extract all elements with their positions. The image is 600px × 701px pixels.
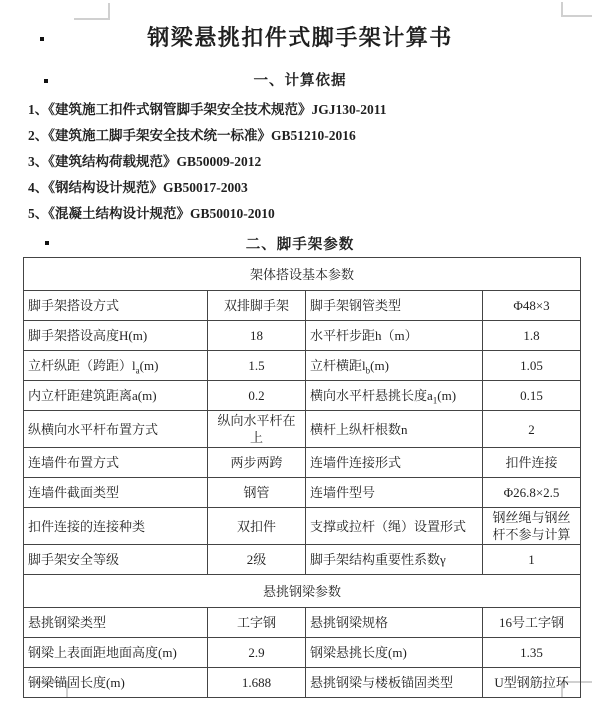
param-label: 横向水平杆悬挑长度$a_1(m)$ [306,381,483,411]
table-row [24,291,581,321]
param-label: 横杆上纵杆根数n [306,411,483,448]
margin-corner-mark-top-left [74,3,110,20]
param-value: 1.5 [208,351,306,381]
param-label: 内立杆距建筑距离a(m) [24,381,208,411]
param-value: 16号工字钢 [483,608,581,638]
table-section-header: 悬挑钢梁参数 [24,575,581,608]
param-label: 纵横向水平杆布置方式 [24,411,208,448]
param-value: 2 [483,411,581,448]
table-row [24,448,581,478]
param-value: 18 [208,321,306,351]
param-value: 0.15 [483,381,581,411]
param-value: 钢丝绳与钢丝杆不参与计算 [483,508,581,545]
table-row [24,668,581,698]
param-label: 连墙件连接形式 [306,448,483,478]
page-title: 钢梁悬挑扣件式脚手架计算书 [147,25,453,50]
table-row [24,351,581,381]
param-label: 脚手架安全等级 [24,545,208,575]
table-row [24,478,581,508]
param-value: 两步两跨 [208,448,306,478]
param-value: 双扣件 [208,508,306,545]
table-section-header: 架体搭设基本参数 [24,258,581,291]
param-value: U型钢筋拉环 [483,668,581,698]
table-row [24,321,581,351]
param-label: 支撑或拉杆（绳）设置形式 [306,508,483,545]
param-value: 1.8 [483,321,581,351]
table-row [24,508,581,545]
reference-item: 4、《钢结构设计规范》GB50017-2003 [28,180,248,195]
reference-item: 1、《建筑施工扣件式钢管脚手架安全技术规范》JGJ130-2011 [28,102,387,117]
table-section-row [24,575,581,608]
param-label: 悬挑钢梁与楼板锚固类型 [306,668,483,698]
table-row [24,411,581,448]
param-value: Φ26.8×2.5 [483,478,581,508]
param-value: 纵向水平杆在上 [208,411,306,448]
parameters-table-body [24,258,581,698]
table-row [24,545,581,575]
reference-item: 5、《混凝土结构设计规范》GB50010-2010 [28,206,275,221]
param-value: Φ48×3 [483,291,581,321]
section-heading-scaffold-parameters: 二、脚手架参数 [245,237,355,253]
reference-list [28,97,590,227]
param-label: 扣件连接的连接种类 [24,508,208,545]
param-label: 悬挑钢梁规格 [306,608,483,638]
param-label: 脚手架钢管类型 [306,291,483,321]
param-label: 悬挑钢梁类型 [24,608,208,638]
param-value: 钢管 [208,478,306,508]
param-label: 连墙件布置方式 [24,448,208,478]
param-value: 1.05 [483,351,581,381]
param-label: 钢梁上表面距地面高度(m) [24,638,208,668]
table-row [24,381,581,411]
param-label: 脚手架结构重要性系数γ [306,545,483,575]
section-heading-calculation-basis: 一、计算依据 [253,73,347,89]
param-value: 1.688 [208,668,306,698]
param-label: 立杆纵距（跨距）$l_a(m)$ [24,351,208,381]
reference-item: 2、《建筑施工脚手架安全技术统一标准》GB51210-2016 [28,128,356,143]
param-value: 双排脚手架 [208,291,306,321]
param-label: 钢梁锚固长度(m) [24,668,208,698]
param-value: 1 [483,545,581,575]
param-label: 连墙件型号 [306,478,483,508]
table-row [24,608,581,638]
table-row [24,638,581,668]
param-label: 脚手架搭设方式 [24,291,208,321]
parameters-table [23,257,581,698]
param-value: 1.35 [483,638,581,668]
param-value: 0.2 [208,381,306,411]
margin-corner-mark-top-right [561,2,592,17]
param-value: 工字钢 [208,608,306,638]
table-section-row [24,258,581,291]
param-value: 2.9 [208,638,306,668]
param-label: 连墙件截面类型 [24,478,208,508]
param-value: 扣件连接 [483,448,581,478]
param-label: 立杆横距$l_b(m)$ [306,351,483,381]
reference-item: 3、《建筑结构荷载规范》GB50009-2012 [28,154,262,169]
param-value: 2级 [208,545,306,575]
param-label: 钢梁悬挑长度(m) [306,638,483,668]
param-label: 脚手架搭设高度H(m) [24,321,208,351]
param-label: 水平杆步距h（m） [306,321,483,351]
